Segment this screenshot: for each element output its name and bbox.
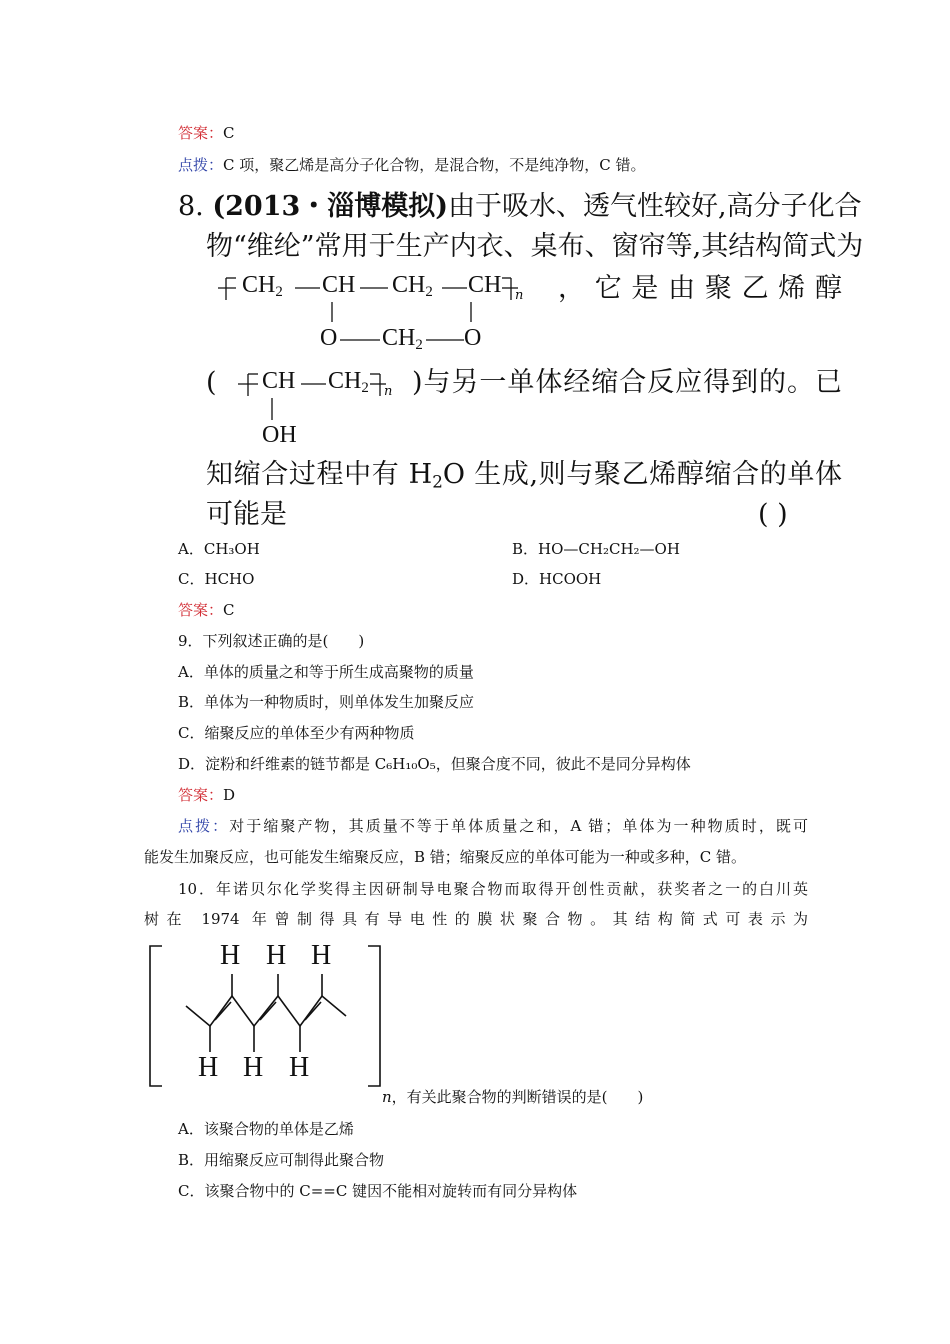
q9-answer: 答案：D <box>178 786 236 804</box>
q10-line1: 10．年诺贝尔化学奖得主因研制导电聚合物而取得开创性贡献，获奖者之一的白川英 <box>178 880 808 898</box>
ch-group-2: CH <box>468 272 502 298</box>
q8-option-b: B．HO—CH₂CH₂—OH <box>512 540 680 558</box>
hydrogen-top-2: H <box>266 940 287 971</box>
answer-paren: ( ) <box>758 499 788 530</box>
pva-repeat-n: n <box>384 384 393 399</box>
q9-option-d: D．淀粉和纤维素的链节都是 C₆H₁₀O₅，但聚合度不同，彼此不是同分异构体 <box>178 755 691 773</box>
q9-option-b: B．单体为一种物质时，则单体发生加聚反应 <box>178 693 475 711</box>
q8-after-struct: ，它是由聚乙烯醇 <box>558 273 842 304</box>
q8-option-a: A．CH₃OH <box>178 540 260 558</box>
q10-option-c: C．该聚合物中的 C==C 键因不能相对旋转而有同分异构体 <box>178 1182 578 1200</box>
hydrogen-top-3: H <box>311 940 332 971</box>
ch2-group-2: $CH_2$ <box>392 272 433 301</box>
pva-bonds <box>232 362 412 452</box>
pva-ch: CH <box>262 368 296 394</box>
polyacetylene-bonds <box>140 940 390 1090</box>
q8-option-d: D．HCOOH <box>512 570 602 588</box>
q9-stem: 9．下列叙述正确的是( ) <box>178 632 365 650</box>
answer-label: 答案： <box>178 124 224 142</box>
q9-hint-line2: 能发生加聚反应，也可能发生缩聚反应，B 错；缩聚反应的单体可能为一种或多种，C 错。 <box>144 848 747 866</box>
q8-option-c: C．HCHO <box>178 570 255 588</box>
pva-oh: OH <box>262 422 297 448</box>
pva-open-paren: ( <box>206 367 217 398</box>
ch-group-1: CH <box>322 272 356 298</box>
oxygen-left: O <box>320 325 338 351</box>
q8-answer: 答案：C <box>178 601 235 619</box>
hydrogen-top-1: H <box>220 940 241 971</box>
answer-value: C <box>223 124 235 142</box>
vinylon-structure <box>214 264 554 360</box>
q7-hint <box>178 154 646 176</box>
q10-option-b: B．用缩聚反应可制得此聚合物 <box>178 1151 385 1169</box>
hydrogen-bottom-3: H <box>289 1052 310 1083</box>
oxygen-right: O <box>464 325 482 351</box>
q8-line-last: 可能是 <box>206 499 287 530</box>
pva-structure <box>232 362 412 452</box>
q8-line1 <box>178 190 862 224</box>
repeat-n: n <box>515 288 524 303</box>
hint-label: 点拨： <box>178 156 224 174</box>
hydrogen-bottom-2: H <box>243 1052 264 1083</box>
hydrogen-bottom-1: H <box>198 1052 219 1083</box>
q8-after-pva: )与另一单体经缩合反应得到的。已 <box>412 367 842 398</box>
q9-option-a: A．单体的质量之和等于所生成高聚物的质量 <box>178 663 474 681</box>
q10-after-struct: n，有关此聚合物的判断错误的是( ) <box>382 1088 644 1106</box>
pva-ch2: $CH_2$ <box>328 368 369 397</box>
hint-text: C 项，聚乙烯是高分子化合物，是混合物，不是纯净物，C 错。 <box>223 156 646 174</box>
q8-line-know: 知缩合过程中有 $H_2O$ 生成,则与聚乙烯醇缩合的单体 <box>206 459 842 492</box>
question-number: 8. <box>178 191 204 222</box>
question-text: 由于吸水、透气性较好,高分子化合 <box>448 191 862 222</box>
q10-option-a: A．该聚合物的单体是乙烯 <box>178 1120 354 1138</box>
q9-hint-line1: 点拨：对于缩聚产物，其质量不等于单体质量之和，A 错；单体为一种物质时，既可 <box>178 817 808 835</box>
polyacetylene-structure <box>140 940 390 1090</box>
repeat-n: n <box>382 1088 392 1106</box>
q10-line2: 树在 1974 年曾制得具有导电性的膜状聚合物。其结构简式可表示为 <box>144 910 808 928</box>
ch2-bridge: $CH_2$ <box>382 325 423 354</box>
q9-option-c: C．缩聚反应的单体至少有两种物质 <box>178 724 415 742</box>
q8-line2: 物“维纶”常用于生产内衣、桌布、窗帘等,其结构简式为 <box>206 231 864 262</box>
q7-answer <box>178 122 235 144</box>
question-source: (2013・淄博模拟) <box>212 191 449 222</box>
ch2-group-1: $CH_2$ <box>242 272 283 301</box>
